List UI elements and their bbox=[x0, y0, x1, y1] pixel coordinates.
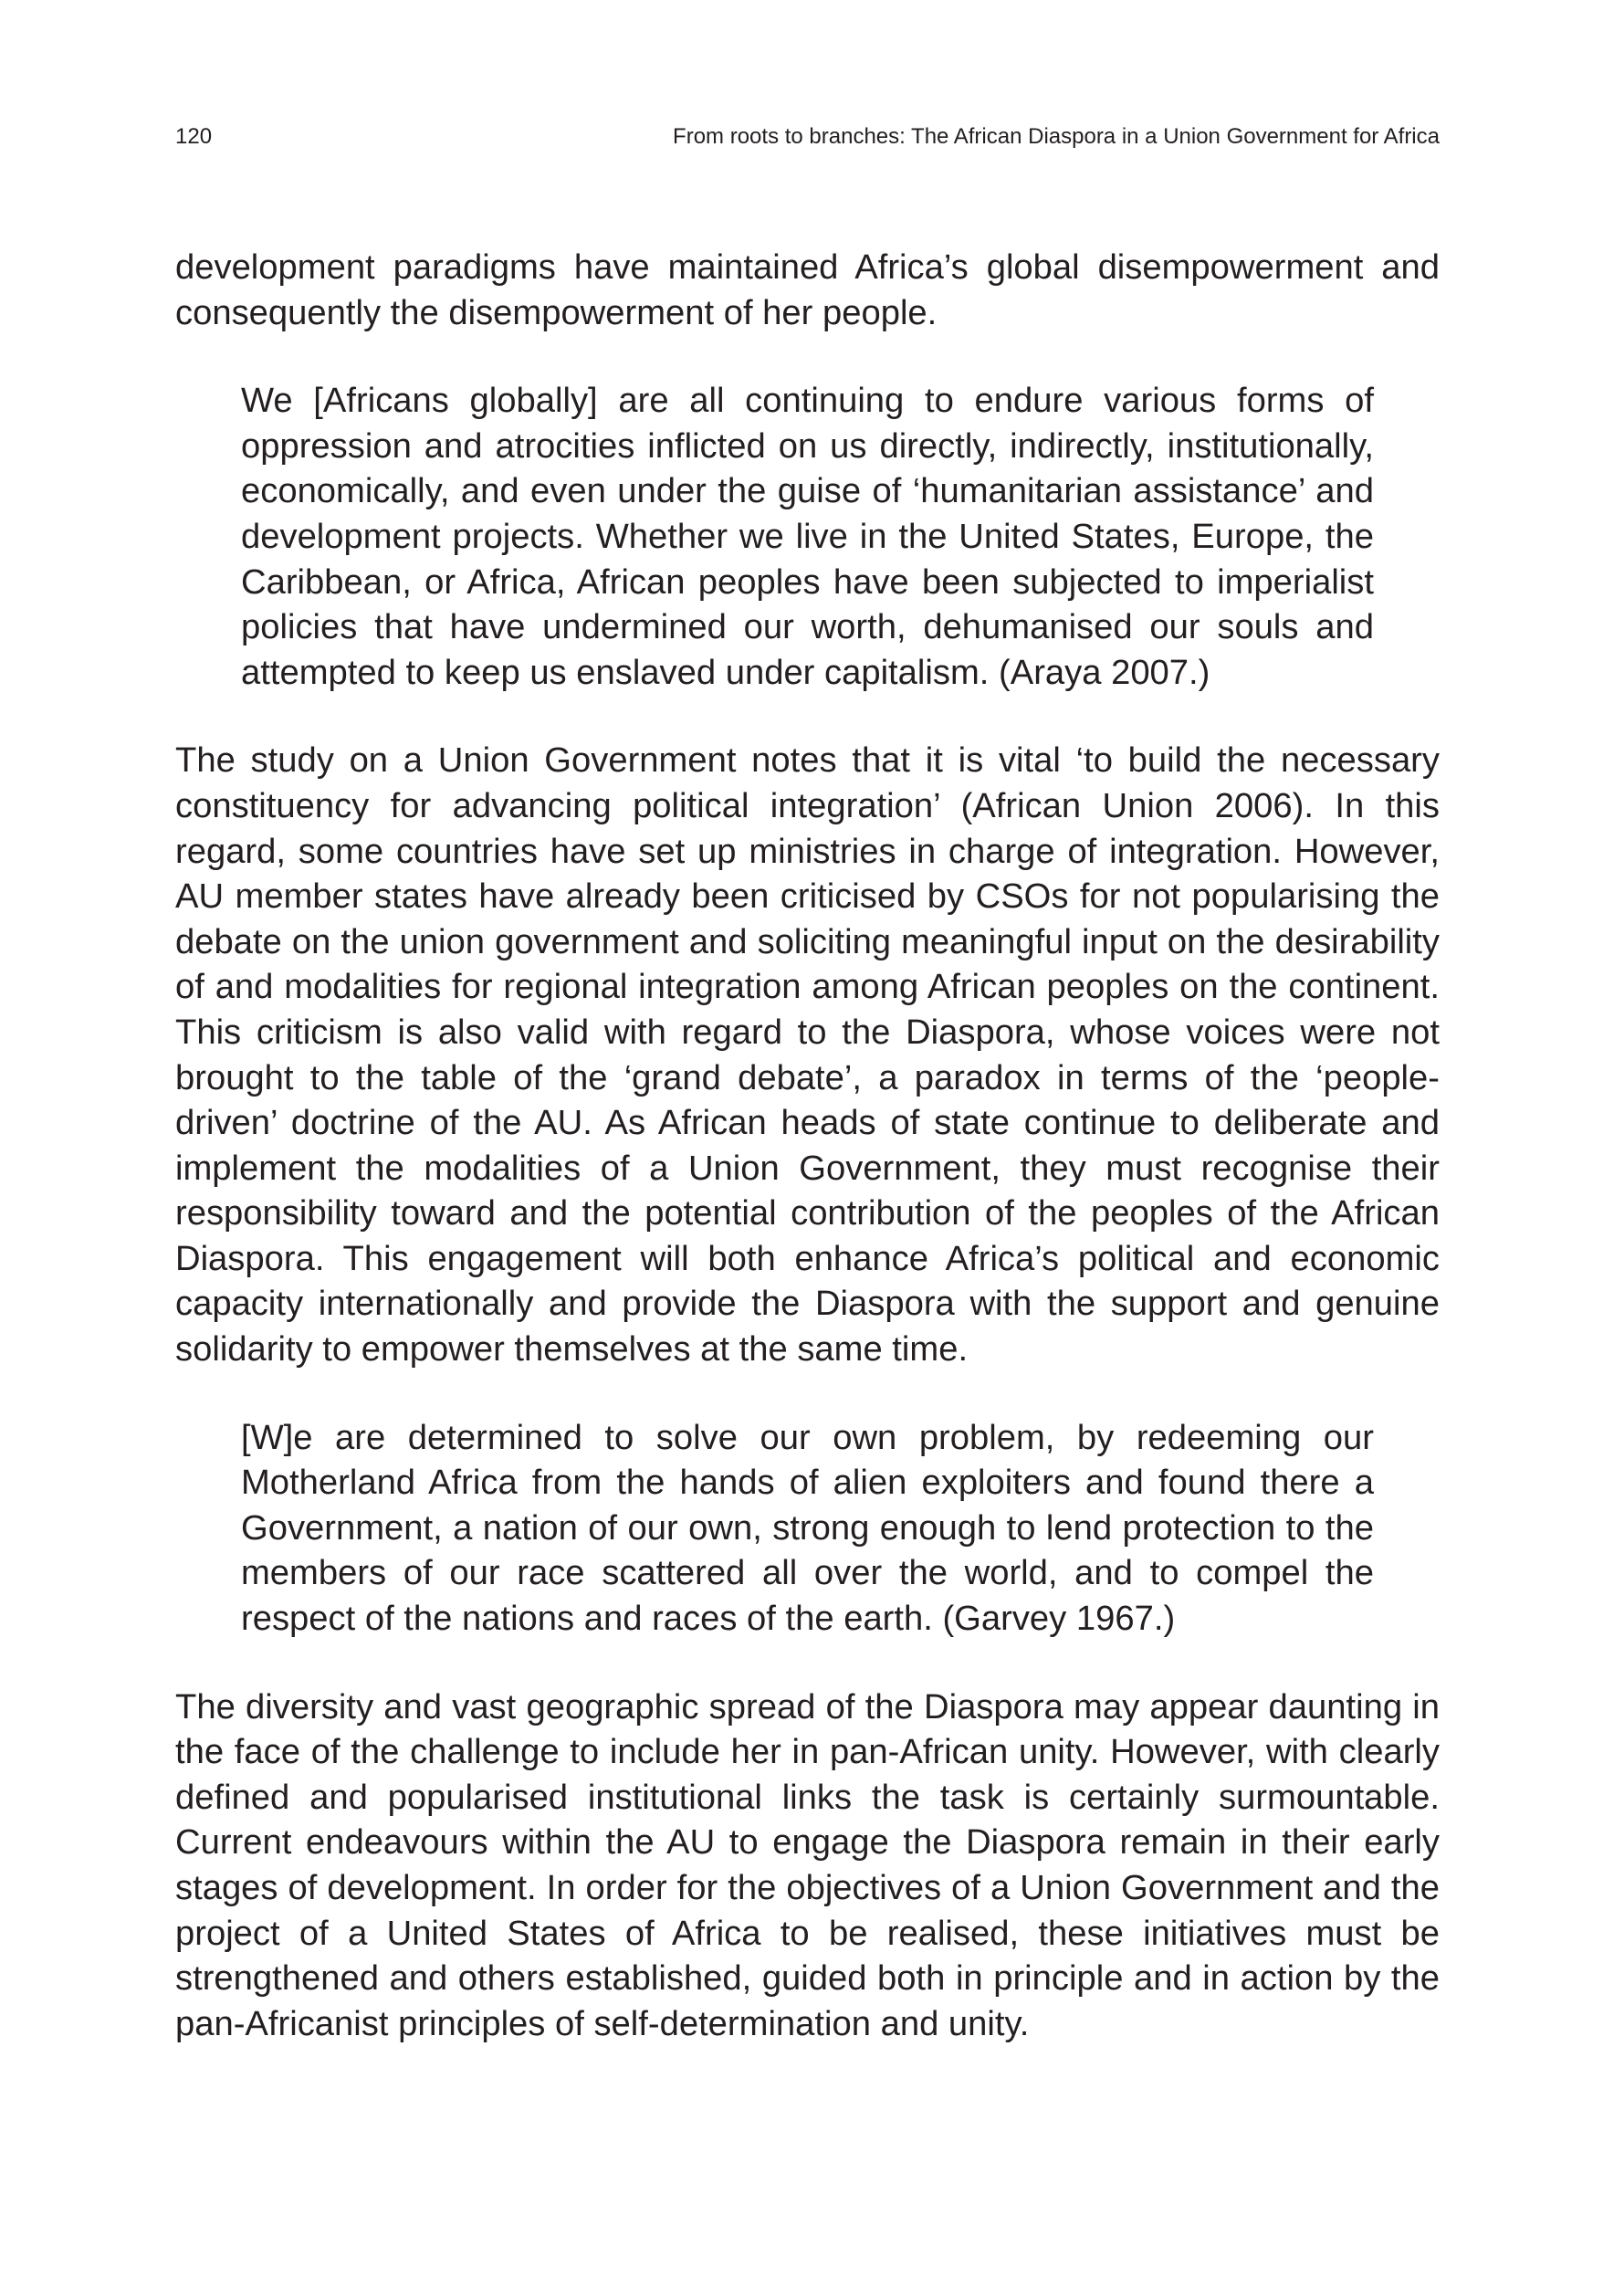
paragraph-diaspora-diversity: The diversity and vast geographic spread of the Diaspora may appear daunting in the face of the challenge to include her in pan-African unity. However, with clearly defined and popularised institutional links the task is certainly surmountable. Current endeavours within the AU to engage the Diaspora remain in their early stages of development. In order for the objectives of a Union Government and the project of a United States of Africa to be realised, these initiatives must be strengthened and others established, guided both in principle and in action by the pan-Africanist principles of self-determination and unity. bbox=[175, 1686, 1440, 2043]
body-text bbox=[175, 245, 1440, 2046]
block-quote-garvey: [W]e are determined to solve our own problem, by redeeming our Motherland Africa from the hands of alien exploiters and found there a Government, a nation of our own, strong enough to lend protection to the members of our race scattered all over the world, and to compel the respect of the nations and races of the earth. (Garvey 1967.) bbox=[241, 1417, 1374, 1639]
running-title: From roots to branches: The African Diaspora in a Union Government for Africa bbox=[673, 124, 1440, 149]
running-head bbox=[175, 119, 1440, 155]
block-quote-araya: We [Africans globally] are all continuing to endure various forms of oppression and atrocities inflicted on us directly, indirectly, institutionally, economically, and even under the guise of ‘humanitarian assistance’ and development projects. Whether we live in the United States, Europe, the Caribbean, or Africa, African peoples have been subjected to imperialist policies that have undermined our worth, dehumanised our souls and attempted to keep us enslaved under capitalism. (Araya 2007.) bbox=[241, 381, 1374, 692]
paragraph-continuation: development paradigms have maintained Africa’s global disempowerment and consequently the disempowerment of her people. bbox=[175, 247, 1440, 332]
paragraph-union-government: The study on a Union Government notes that it is vital ‘to build the necessary constituency for advancing political integration’ (African Union 2006). In this regard, some countries have set up ministries in charge of integration. However, AU member states have already been criticised by CSOs for not popularising the debate on the union government and soliciting meaningful input on the desirability of and modalities for regional integration among African peoples on the continent. This criticism is also valid with regard to the Diaspora, whose voices were not brought to the table of the ‘grand debate’, a paradox in terms of the ‘people-driven’ doctrine of the AU. As African heads of state continue to deliberate and implement the modalities of a Union Government, they must recognise their responsibility toward and the potential contribution of the peoples of the African Diaspora. This engagement will both enhance Africa’s political and economic capacity internationally and provide the Diaspora with the support and genuine solidarity to empower themselves at the same time. bbox=[175, 740, 1440, 1370]
page-number: 120 bbox=[175, 124, 213, 149]
